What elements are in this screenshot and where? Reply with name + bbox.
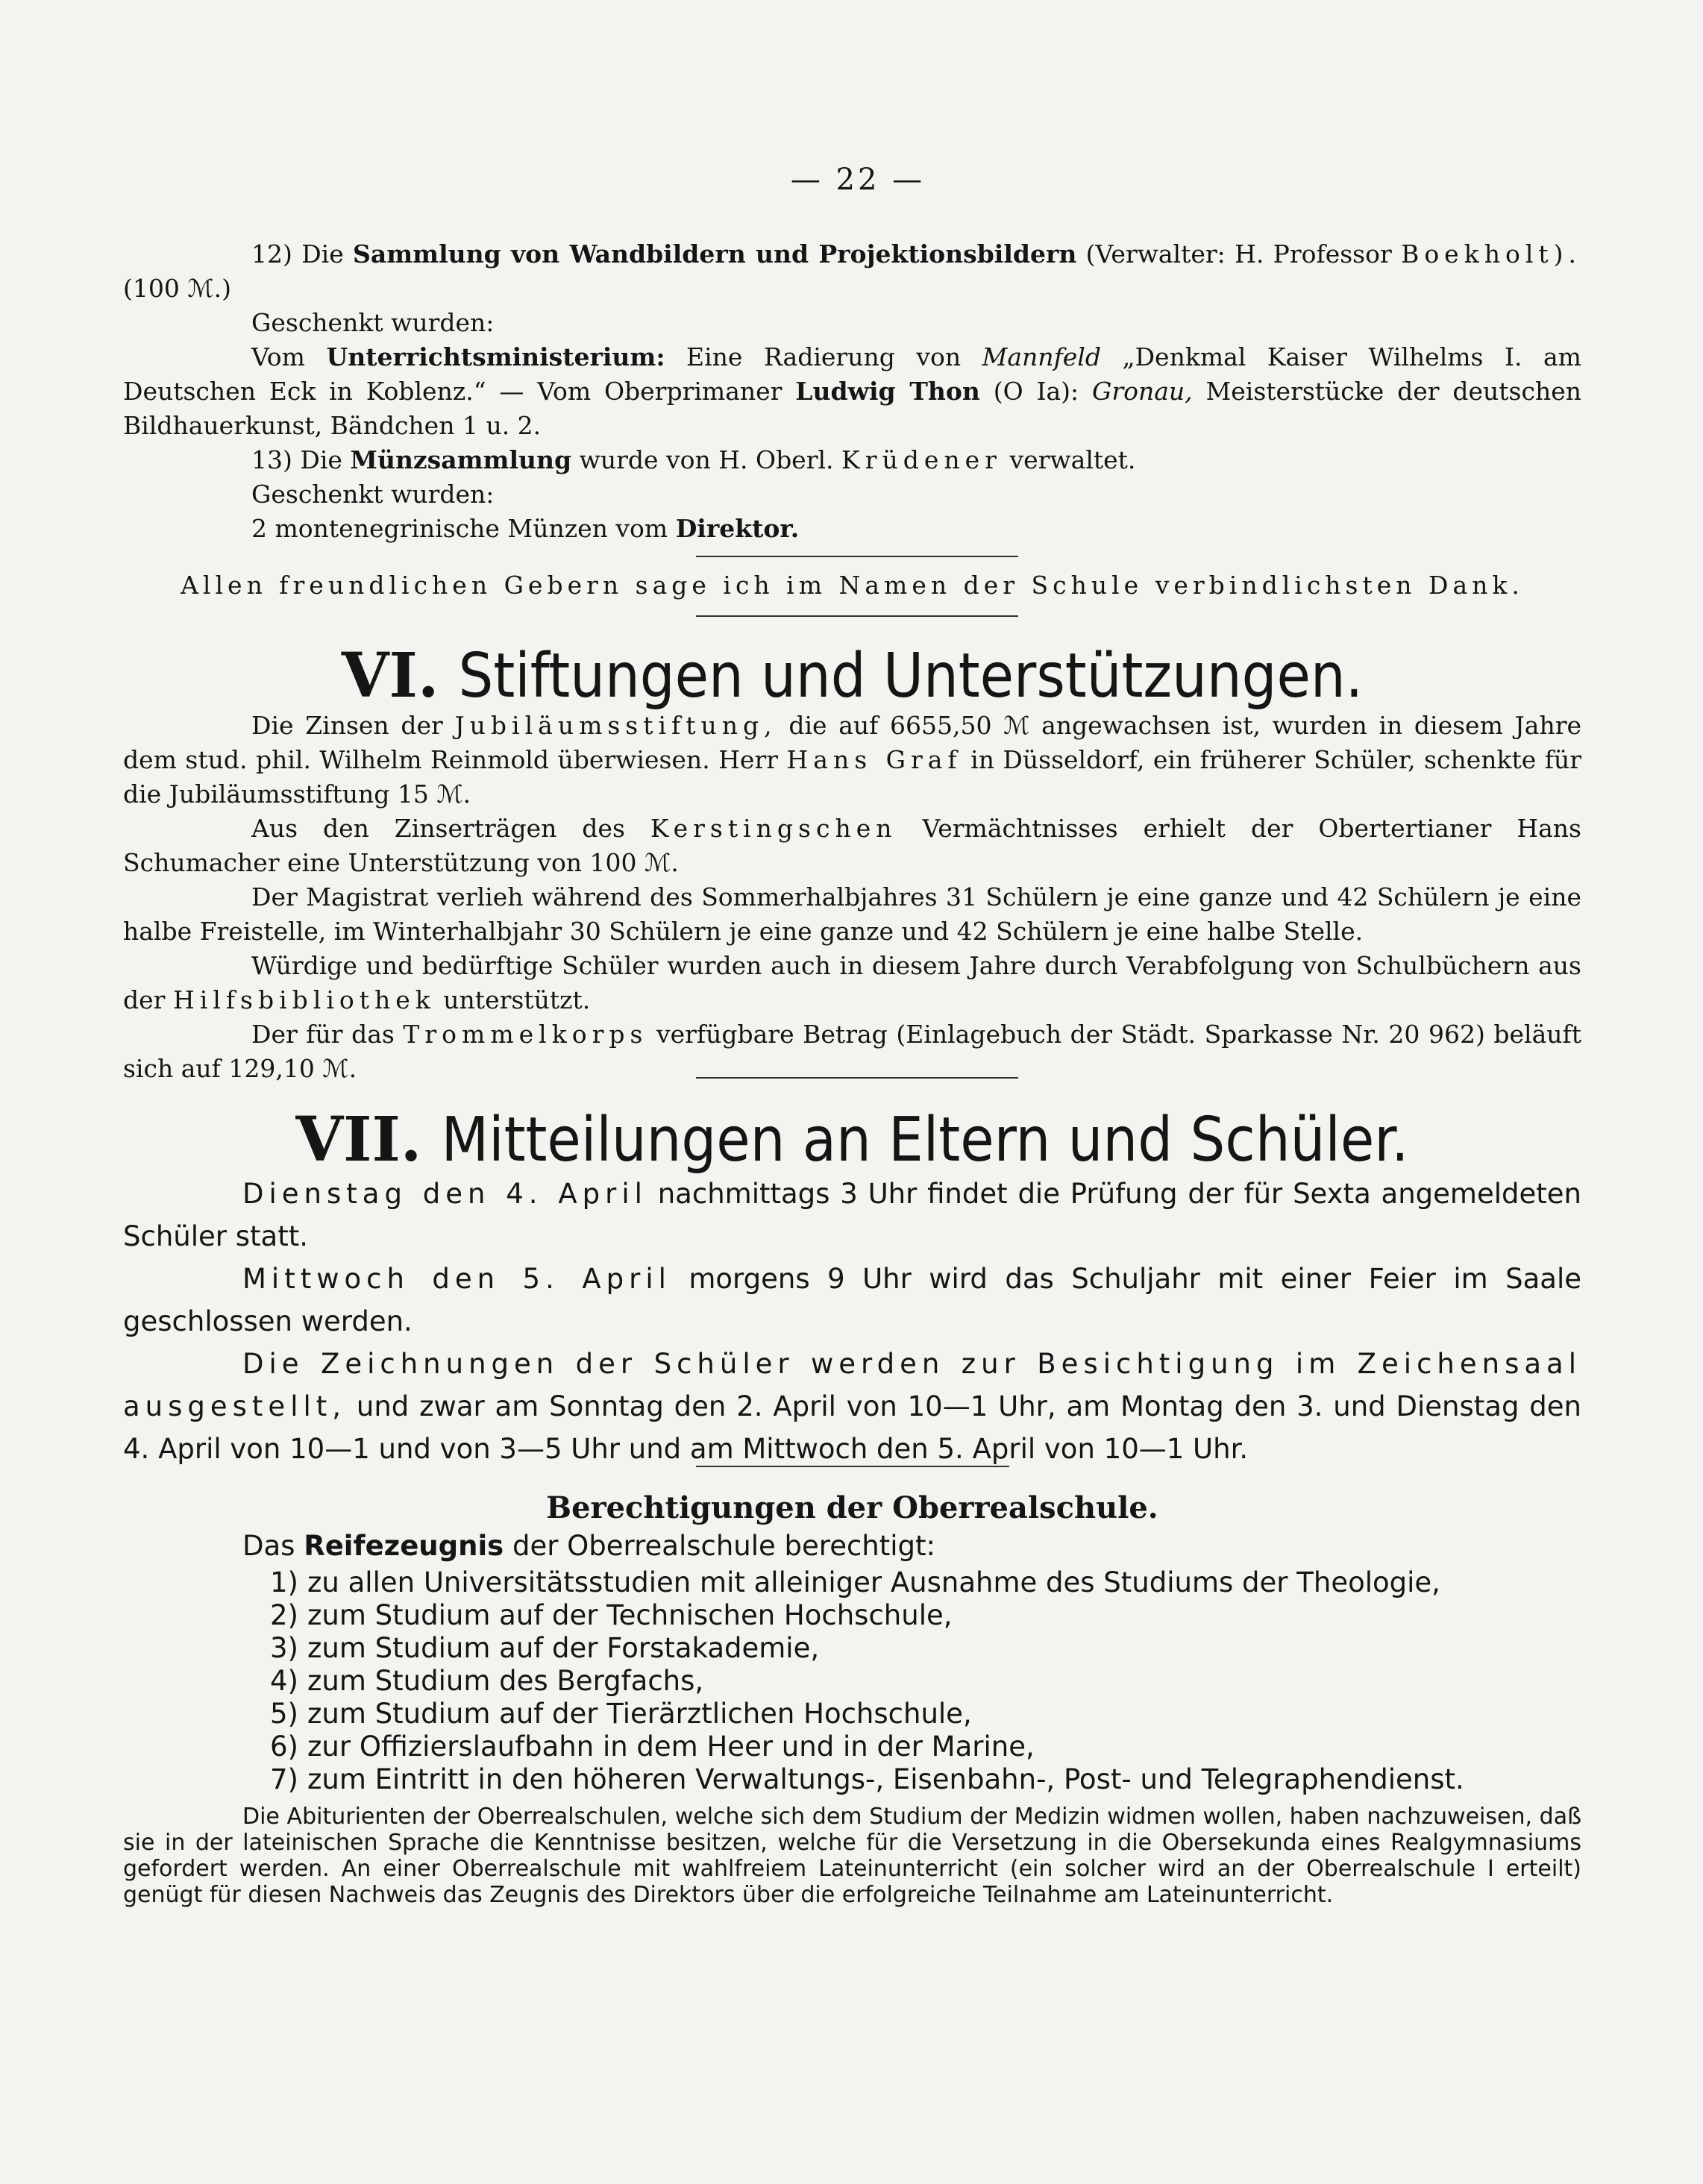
gift1-title: „Denkmal Kaiser Wilhelms I. am Deutschen Eck in Koblenz.“ xyxy=(123,342,1581,406)
vi-p2-b: Kerstingschen xyxy=(650,814,897,843)
berechtigungen-title: Berechtigungen der Oberrealschule. xyxy=(546,1490,1158,1525)
berechtigungen-note: Die Abiturienten der Oberrealschulen, welche sich dem Studium der Medizin widmen wollen, haben nachzuweisen, daß sie in der lateinischen Sprache die Kenntnisse besitzen, welche für die Versetzung in die Obersekunda eines Realgymnasiums gefordert werden. An einer Oberrealschule mit wahlfreiem Lateinunterricht (ein solcher wird an der Oberrealschule I erteilt) genügt für diesen Nachweis das Zeugnis des Direktors über die erfolgreiche Teilnahme am Lateinunterricht. xyxy=(123,1804,1581,1908)
item-12-title: Sammlung von Wandbildern und Projektionsbildern xyxy=(353,239,1077,269)
list-item-number: 4) xyxy=(270,1665,298,1697)
divider xyxy=(696,1077,1018,1079)
item-13-pre: Die xyxy=(300,445,342,474)
section-vi-body xyxy=(123,709,1581,1086)
divider xyxy=(696,556,1018,557)
gift1-donor: Unterrichtsministerium: xyxy=(326,342,665,371)
berechtigungen-list xyxy=(240,1566,1464,1796)
item-12-pre: Die xyxy=(301,239,344,269)
item-12-gift-intro: Geschenkt wurden: xyxy=(251,308,495,337)
section-vii-heading xyxy=(123,1102,1581,1178)
vi-p4-b: Hilfsbibliothek xyxy=(172,985,436,1014)
list-item-text: zum Eintritt in den höheren Verwaltungs-, Eisenbahn-, Post- und Telegraphendienst. xyxy=(307,1763,1464,1795)
vi-p5-a: Der für das xyxy=(251,1020,395,1049)
list-item-text: zum Studium auf der Forstakademie, xyxy=(307,1632,820,1664)
section-vii-title: Mitteilungen an Eltern und Schüler. xyxy=(441,1105,1409,1176)
list-item-text: zum Studium auf der Technischen Hochschule, xyxy=(307,1599,953,1631)
list-item xyxy=(240,1665,1464,1698)
section-vii-numeral: VII. xyxy=(295,1104,422,1176)
vi-p1-a: Die Zinsen der xyxy=(251,711,443,740)
list-item-number: 7) xyxy=(270,1763,298,1795)
section-vi-numeral: VI. xyxy=(341,640,439,712)
vii-paragraph-3 xyxy=(123,1343,1581,1470)
section-v-block xyxy=(123,237,1581,546)
item-13-post: verwaltet. xyxy=(1009,445,1136,474)
vi-p1-b: Jubiläumsstiftung, xyxy=(454,711,777,740)
page-number: — 22 — xyxy=(790,163,926,197)
item-13-gift-text: 2 montenegrinische Münzen vom xyxy=(251,514,668,543)
vii-p2-b: morgens 9 Uhr wird das Schuljahr mit einer Feier im Saale geschlossen werden. xyxy=(123,1263,1582,1337)
item-13-gift-intro: Geschenkt wurden: xyxy=(251,480,495,509)
berechtigungen-intro xyxy=(123,1529,1581,1563)
list-item-number: 2) xyxy=(270,1599,298,1631)
vii-p1-b: nachmittags 3 Uhr findet die Prüfung der für Sexta angemeldeten Schüler statt. xyxy=(123,1178,1581,1252)
section-vii-body xyxy=(123,1173,1581,1470)
vi-p5-c: verfügbare Betrag (Einlagebuch der Städt. Sparkasse Nr. 20 962) beläuft sich auf 129,10 ℳ. xyxy=(123,1020,1581,1083)
thanks-line: Allen freundlichen Gebern sage ich im Namen der Schule verbindlichsten Dank. xyxy=(181,571,1524,600)
gift2-author: Gronau, xyxy=(1091,377,1193,406)
intro-b: Reifezeugnis xyxy=(304,1530,504,1562)
vi-p5-b: Trommelkorps xyxy=(403,1020,648,1049)
intro-c: der Oberrealschule berechtigt: xyxy=(512,1530,936,1562)
vi-p2-a: Aus den Zinserträgen des xyxy=(251,814,625,843)
item-13-name: Krüdener xyxy=(841,445,1002,474)
gift1-artist: Mannfeld xyxy=(982,342,1101,371)
list-item-text: zum Studium des Bergfachs, xyxy=(307,1665,704,1697)
item-12-number: 12) xyxy=(251,239,292,269)
item-13-gift xyxy=(123,512,1581,546)
list-item xyxy=(240,1599,1464,1632)
gift2-class: (O Ia): xyxy=(993,377,1079,406)
vii-p3-b: und zwar am Sonntag den 2. April von 10—1 Uhr, am Montag den 3. und Dienstag den 4. April von 10—1 und von 3—5 Uhr und am Mittwoch den 5. April von 10—1 Uhr. xyxy=(123,1390,1581,1465)
vi-p1-e: in Düsseldorf, ein früherer Schüler, schenkte für die Jubiläumsstiftung 15 ℳ. xyxy=(123,745,1582,809)
item-12-name: Boekholt). xyxy=(1401,239,1582,269)
divider xyxy=(696,615,1018,617)
list-item xyxy=(240,1698,1464,1730)
item-13-mid: wurde von H. Oberl. xyxy=(579,445,834,474)
vi-paragraph-4 xyxy=(123,949,1581,1017)
item-13-gift-donor: Direktor. xyxy=(675,514,800,543)
list-item xyxy=(240,1763,1464,1796)
section-vi-heading xyxy=(123,638,1581,714)
gift2-donor: Ludwig Thon xyxy=(795,377,980,406)
item-13-title: Münzsammlung xyxy=(350,445,572,474)
section-vi-title: Stiftungen und Unterstützungen. xyxy=(458,641,1364,712)
vi-p1-c: die auf 6655,50 ℳ angewachsen ist, wurden in diesem Jahre dem stud. phil. Wilhelm Reinmold überwiesen. Herr xyxy=(123,711,1582,774)
list-item-number: 3) xyxy=(270,1632,298,1664)
divider xyxy=(696,1466,1009,1467)
item-12-gifts xyxy=(123,340,1581,443)
vi-p2-c: Vermächtnisses erhielt der Obertertianer Hans Schumacher eine Unterstützung von 100 ℳ. xyxy=(123,814,1581,877)
vi-paragraph-3: Der Magistrat verlieh während des Sommerhalbjahres 31 Schülern je eine ganze und 42 Schülern je eine halbe Freistelle, im Winterhalbjahr 30 Schülern je eine ganze und 42 Schülern je eine halbe Stelle. xyxy=(123,882,1581,946)
vii-paragraph-2 xyxy=(123,1258,1581,1343)
vii-p1-a: Dienstag den 4. April xyxy=(242,1178,647,1210)
item-13 xyxy=(123,443,1581,477)
item-12-budget: (100 ℳ.) xyxy=(123,274,232,303)
gift2-text: Meisterstücke der deutschen Bildhauerkunst, Bändchen 1 u. 2. xyxy=(123,377,1581,440)
list-item-text: zu allen Universitätsstudien mit alleiniger Ausnahme des Studiums der Theologie, xyxy=(307,1566,1440,1598)
vi-p4-c: unterstützt. xyxy=(443,985,591,1014)
list-item xyxy=(240,1632,1464,1665)
vii-p2-a: Mittwoch den 5. April xyxy=(242,1263,671,1295)
vi-paragraph-2 xyxy=(123,812,1581,880)
list-item-number: 1) xyxy=(270,1566,298,1598)
vii-paragraph-1 xyxy=(123,1173,1581,1258)
list-item-number: 6) xyxy=(270,1730,298,1763)
gift1-from: Vom xyxy=(251,342,305,371)
list-item-number: 5) xyxy=(270,1698,298,1730)
vi-p1-d: Hans Graf xyxy=(786,745,962,774)
gift1-text: Eine Radierung von xyxy=(686,342,962,371)
list-item xyxy=(240,1730,1464,1763)
intro-a: Das xyxy=(242,1530,295,1562)
vi-paragraph-5 xyxy=(123,1017,1581,1086)
list-item-text: zum Studium auf der Tierärztlichen Hochschule, xyxy=(307,1698,972,1730)
vi-p4-a: Würdige und bedürftige Schüler wurden auch in diesem Jahre durch Verabfolgung von Schulbüchern aus der xyxy=(123,951,1581,1014)
item-12 xyxy=(123,237,1581,306)
vii-p3-a: Die Zeichnungen der Schüler werden zur Besichtigung im Zeichensaal ausgestellt, xyxy=(123,1348,1581,1422)
vi-paragraph-1 xyxy=(123,709,1581,812)
list-item-text: zur Offizierslaufbahn in dem Heer und in der Marine, xyxy=(307,1730,1035,1763)
gift2-from: — Vom Oberprimaner xyxy=(499,377,782,406)
item-13-number: 13) xyxy=(251,445,292,474)
list-item xyxy=(240,1566,1464,1599)
item-12-verwalter: (Verwalter: H. Professor xyxy=(1085,239,1392,269)
